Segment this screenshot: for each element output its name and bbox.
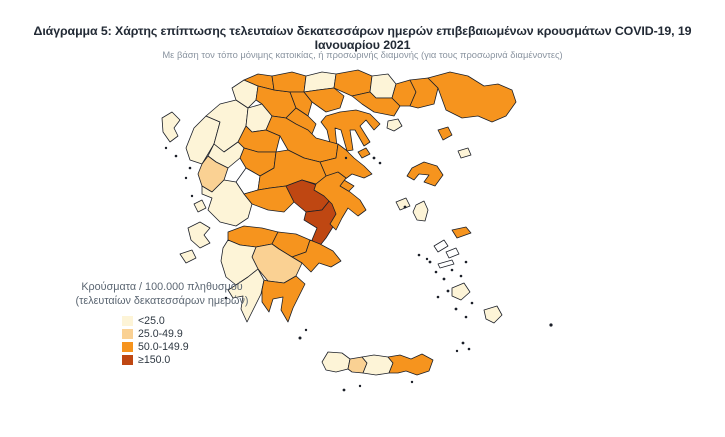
legend-label-lt25: <25.0 — [138, 314, 165, 327]
figure-subtitle: Με βάση τον τόπο μόνιμης κατοικίας, ή προσωρινής διαμονής (για τους προσωρινά διαμένοντες) — [162, 49, 563, 60]
legend-swatch-lt25 — [122, 316, 133, 326]
legend-title-line1: Κρούσματα / 100.000 πληθυσμού — [81, 281, 243, 293]
legend-item-gte150 — [122, 353, 272, 366]
region-zakynthos — [180, 250, 196, 263]
region-naxos — [452, 283, 470, 300]
legend-label-25-49: 25.0-49.9 — [138, 327, 183, 340]
region-sporades — [358, 148, 370, 158]
region-tinos — [446, 248, 459, 258]
region-andros — [434, 240, 448, 252]
legend-item-lt25 — [122, 314, 272, 327]
legend-title-line2: (τελευταίων δεκατεσσάρων ημερών) — [75, 295, 249, 307]
legend-swatch-gte150 — [122, 355, 133, 365]
region-samos — [452, 227, 471, 238]
region-ikaria — [438, 260, 454, 268]
region-drama — [370, 74, 396, 98]
legend-label-50-149: 50.0-149.9 — [138, 340, 189, 353]
region-astypalea — [484, 306, 502, 323]
figure-title: Διάγραμμα 5: Χάρτης επίπτωσης τελευταίων δεκατεσσάρων ημερών επιβεβαιωμένων κρουσμάτων COVID-19, 19 Ιανουαρίου 2021 — [33, 24, 692, 52]
legend-item-25-49 — [122, 327, 272, 340]
region-evros — [428, 72, 516, 122]
legend-item-50-149 — [122, 340, 272, 353]
region-kefalonia — [188, 222, 210, 248]
region-chios — [413, 201, 428, 221]
map-legend — [52, 280, 272, 366]
region-corfu — [162, 112, 180, 142]
region-samothraki — [438, 127, 452, 140]
region-pella — [272, 72, 306, 92]
region-thasos — [387, 119, 402, 131]
legend-swatch-50-149 — [122, 342, 133, 352]
legend-label-gte150: ≥150.0 — [138, 353, 171, 366]
region-limnos — [458, 148, 471, 158]
region-lefkada — [194, 200, 206, 212]
region-lasithi — [388, 354, 433, 375]
region-chania — [322, 352, 350, 372]
region-skyros — [396, 198, 410, 210]
region-lesvos — [407, 162, 443, 186]
legend-swatch-25-49 — [122, 329, 133, 339]
